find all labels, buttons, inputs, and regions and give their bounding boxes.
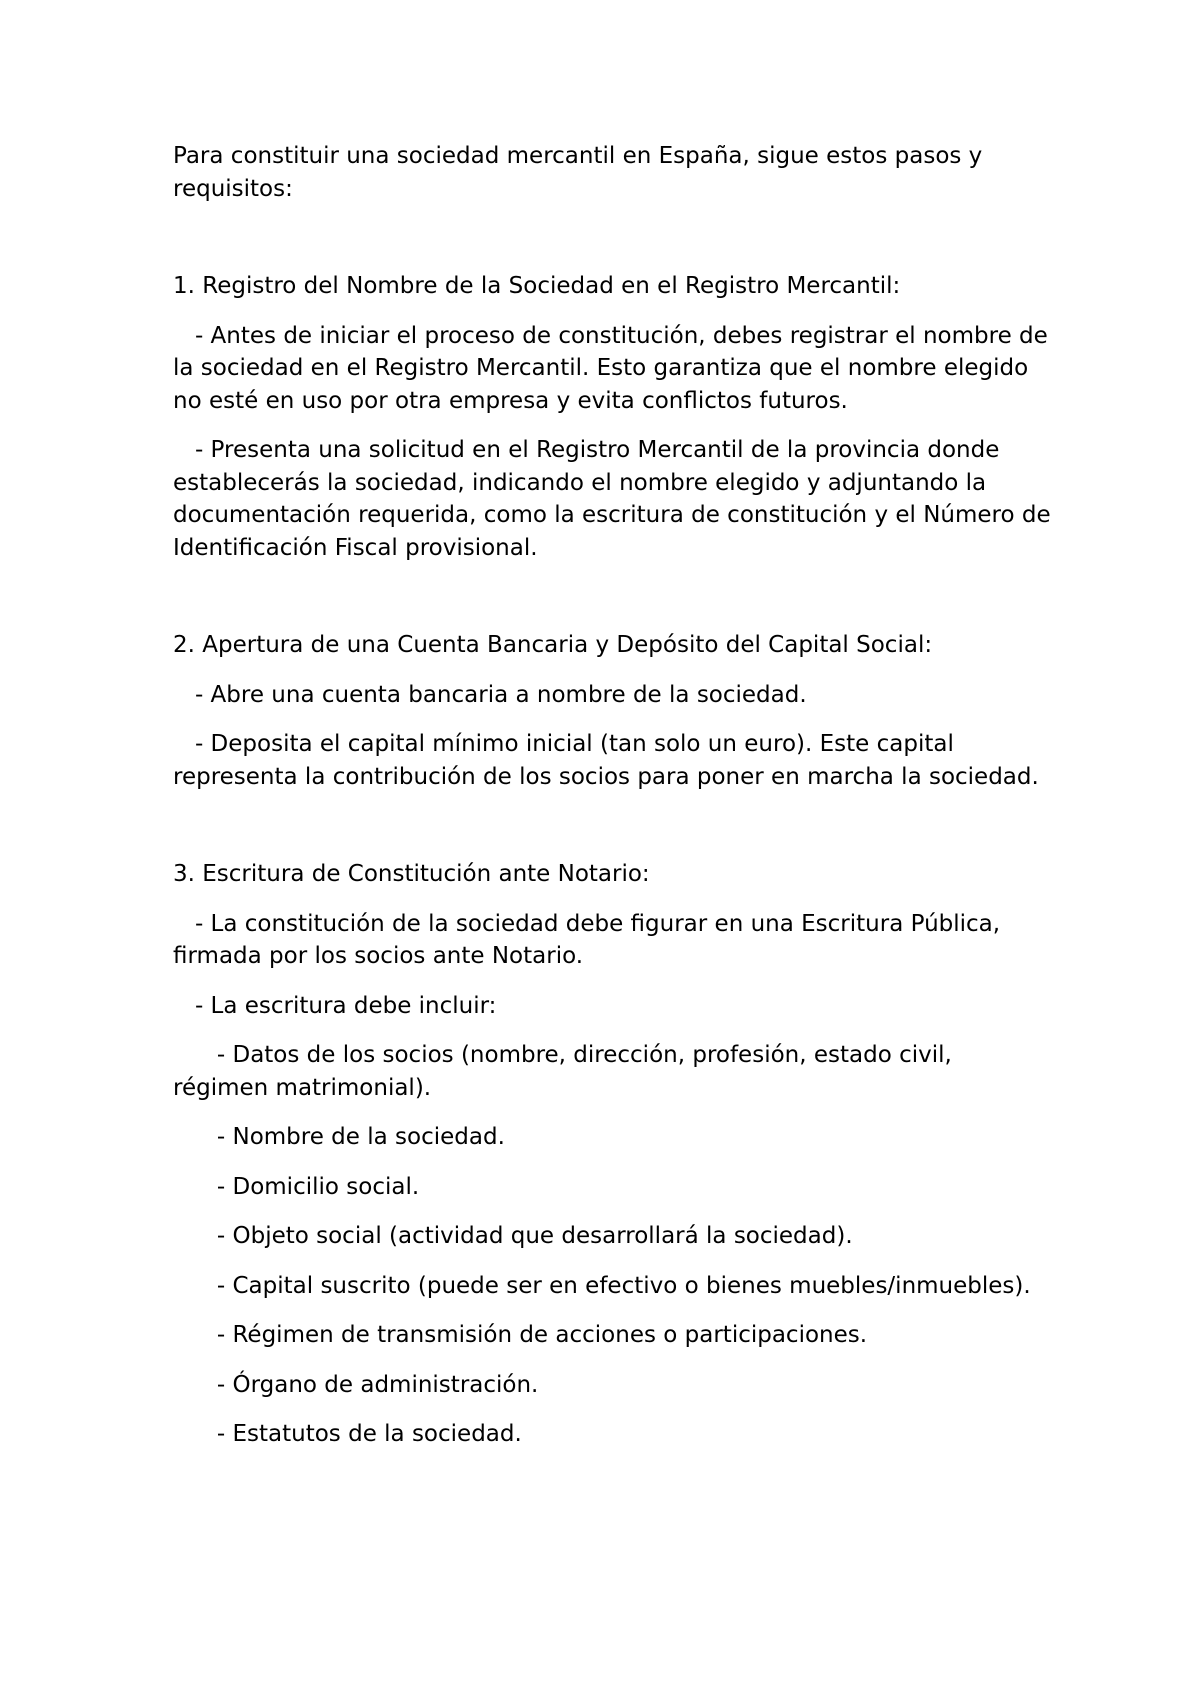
document-page	[173, 140, 1058, 1451]
section-3-subitem-6: - Régimen de transmisión de acciones o participaciones.	[173, 1322, 868, 1348]
section-3-subitem-5: - Capital suscrito (puede ser en efectivo o bienes muebles/inmuebles).	[173, 1272, 1031, 1299]
intro-paragraph: Para constituir una sociedad mercantil en España, sigue estos pasos y requisitos:	[173, 143, 990, 202]
section-3-subitem-4: - Objeto social (actividad que desarrollará la sociedad).	[173, 1223, 853, 1249]
section-3-item-2: - La escritura debe incluir:	[173, 992, 497, 1019]
section-1-heading: 1. Registro del Nombre de la Sociedad en el Registro Mercantil:	[173, 273, 901, 299]
section-3-item-1: - La constitución de la sociedad debe figurar en una Escritura Pública, firmada por los socios ante Notario.	[173, 910, 1008, 969]
section-1-item-1: - Antes de iniciar el proceso de constitución, debes registrar el nombre de la sociedad en el Registro Mercantil. Esto garantiza que el nombre elegido no esté en uso por otra empresa y evita conflictos futuros.	[173, 322, 1056, 414]
section-3-subitem-3: - Domicilio social.	[173, 1173, 420, 1200]
section-3-subitem-2: - Nombre de la sociedad.	[173, 1124, 505, 1150]
section-2-item-2: - Deposita el capital mínimo inicial (tan solo un euro). Este capital representa la contribución de los socios para poner en marcha la sociedad.	[173, 731, 1039, 790]
section-3-subitem-8: - Estatutos de la sociedad.	[173, 1421, 522, 1447]
section-3-heading: 3. Escritura de Constitución ante Notario:	[173, 861, 650, 887]
section-3-subitem-7: - Órgano de administración.	[173, 1371, 539, 1398]
section-2-heading: 2. Apertura de una Cuenta Bancaria y Depósito del Capital Social:	[173, 632, 933, 658]
section-2-item-1: - Abre una cuenta bancaria a nombre de la sociedad.	[173, 681, 807, 708]
section-1-item-2: - Presenta una solicitud en el Registro Mercantil de la provincia donde establecerás la sociedad, indicando el nombre elegido y adjuntando la documentación requerida, como la escritura de constitución y el Número de Identificación Fiscal provisional.	[173, 437, 1058, 561]
section-3-subitem-1: - Datos de los socios (nombre, dirección, profesión, estado civil, régimen matrimonial).	[173, 1042, 960, 1101]
